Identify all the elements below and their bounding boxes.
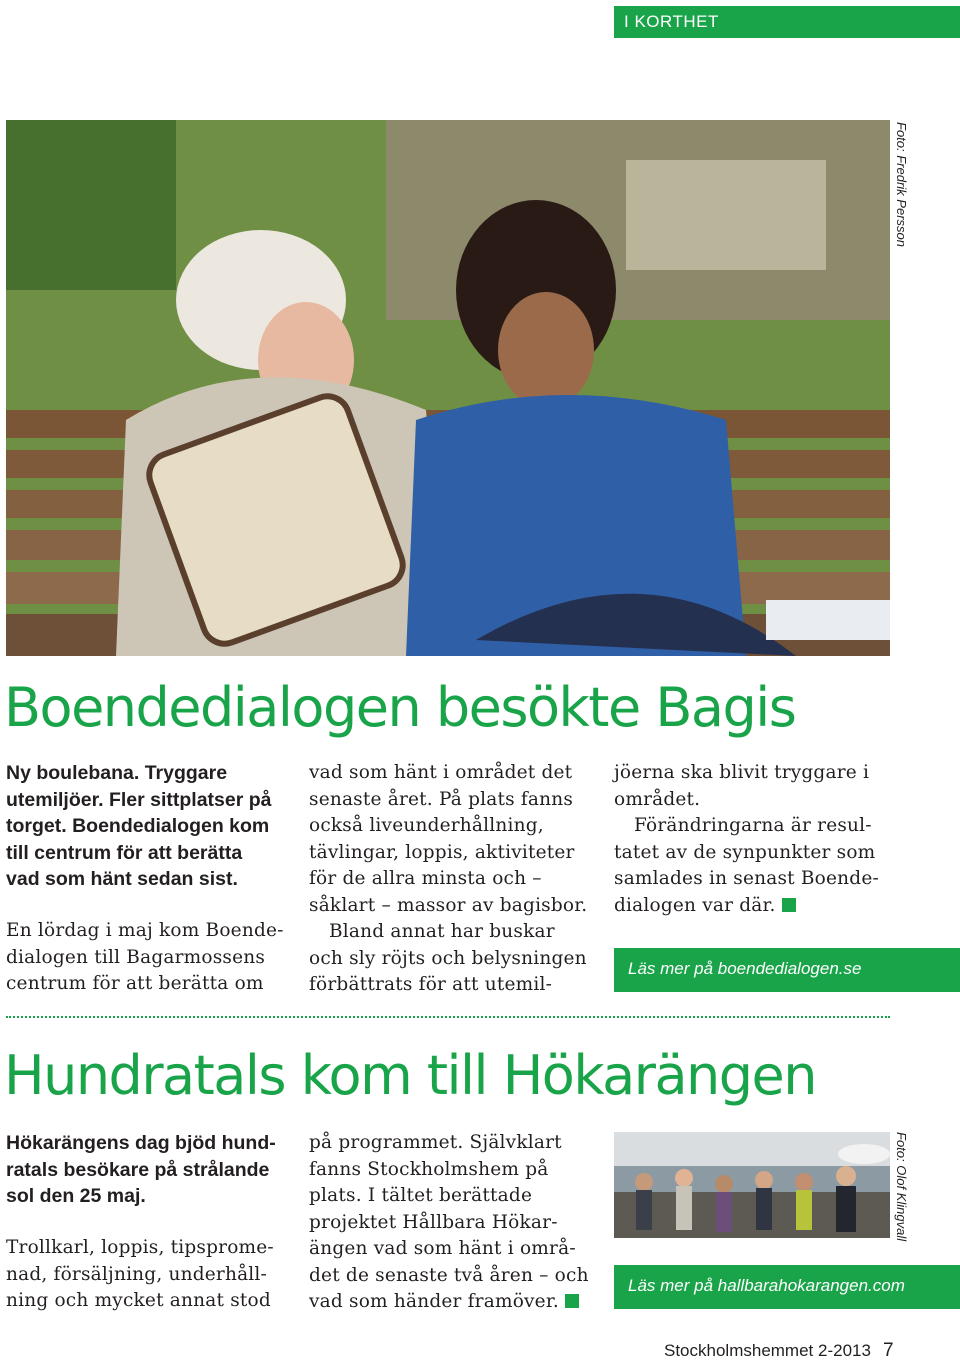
- end-mark-icon: [782, 898, 796, 912]
- section-divider: [6, 1016, 890, 1018]
- lead-paragraph: Ny boulebana. Tryggare utemiljöer. Fler sittplatser på torget. Boendedialogen kom till centrum för att berätta vad som hänt sedan sist.: [6, 762, 272, 890]
- bench-scene-illustration: [6, 120, 890, 656]
- page-footer: [664, 1340, 894, 1362]
- body-column-2: vad som hänt i området det senaste året. På plats fanns också liveunderhållning, tävlingar, loppis, aktiviteter för de allra minsta och – såklart – massor av bagisbor. Bland annat har buskar och sly röjts och belysningen förbättrats för att utemil-: [309, 762, 588, 995]
- section-tab: I KORTHET: [614, 6, 960, 38]
- crowd-photo: [614, 1132, 890, 1238]
- crowd-scene-illustration: [614, 1132, 890, 1238]
- lead-paragraph-2: Hökarängens dag bjöd hund- ratals besökare på strålande sol den 25 maj.: [6, 1132, 276, 1207]
- page-number: 7: [882, 1340, 894, 1361]
- publication-name: Stockholmshemmet 2-2013: [664, 1341, 871, 1360]
- read-more-link[interactable]: Läs mer på boendedialogen.se: [614, 948, 960, 992]
- body-column-1-article-2: Trollkarl, loppis, tipsprome- nad, försäljning, underhåll- ning och mycket annat stod: [6, 1237, 274, 1311]
- body-column-2-article-2: på programmet. Självklart fanns Stockholmshem på plats. I tältet berättade projektet Hållbara Hökar- ängen vad som hänt i områ- det de senaste två åren – och vad som händer framöver.: [309, 1132, 589, 1312]
- headline-2: Hundratals kom till Hökarängen: [4, 1044, 816, 1107]
- read-more-link-2[interactable]: Läs mer på hallbarahokarangen.com: [614, 1265, 960, 1309]
- headline: Boendedialogen besökte Bagis: [4, 676, 796, 739]
- main-photo: [6, 120, 890, 656]
- body-column-1: En lördag i maj kom Boende- dialogen till Bagarmossens centrum för att berätta om: [6, 920, 284, 994]
- end-mark-icon: [565, 1294, 579, 1308]
- body-column-3: jöerna ska blivit tryggare i området. Förändringarna är resul- tatet av de synpunkter som samlades in senast Boende- dialogen var där.: [614, 762, 879, 916]
- photo-credit-2: Foto: Olof Klingvall: [894, 1132, 909, 1242]
- photo-credit: Foto: Fredrik Persson: [894, 122, 909, 247]
